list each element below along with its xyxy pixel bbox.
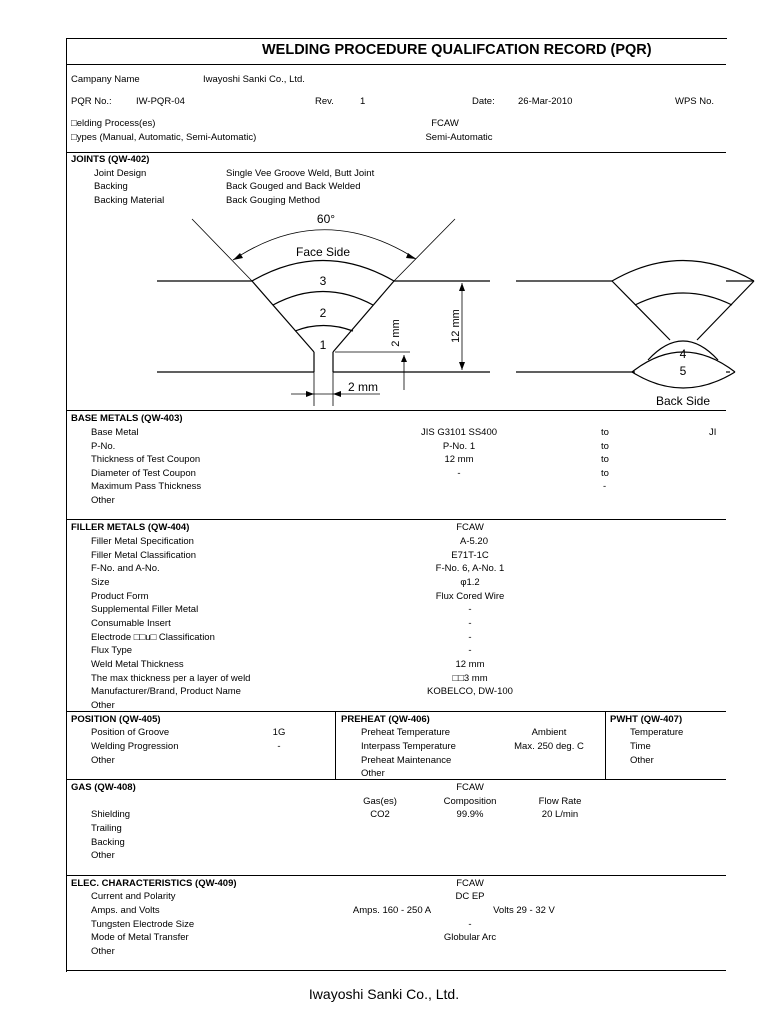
gas-column-header: Gas(es) [363,796,397,807]
coupon-diameter-label: Diameter of Test Coupon [91,468,196,479]
gas-backing-label: Backing [91,837,125,848]
current-polarity-label: Current and Polarity [91,891,176,902]
gas-heading: GAS (QW-408) [71,782,136,793]
tungsten-size-label: Tungsten Electrode Size [91,919,195,930]
p-no-value: P-No. 1 [442,441,476,452]
size-value: φ1.2 [460,577,480,588]
consumable-insert-value: - [468,618,472,629]
position-heading: POSITION (QW-405) [71,714,161,725]
gas-other-label: Other [91,850,115,861]
filler-class-label: Filler Metal Classification [91,550,197,561]
flux-type-label: Flux Type [91,645,133,656]
date-label: Date: [472,96,495,107]
types-label: □ypes (Manual, Automatic, Semi-Automatic) [71,132,257,143]
shielding-flow-rate: 20 L/min [541,809,579,820]
f-no-label: F-No. and A-No. [91,563,160,574]
base-metal-label: Base Metal [91,427,139,438]
weld-metal-thickness-value: 12 mm [455,659,485,670]
backing-label: Backing [94,181,128,192]
filler-process: FCAW [456,522,484,533]
company-label: Campany Name [71,74,140,85]
pass-1-label: 1 [319,338,327,352]
pwht-time-label: Time [630,741,651,752]
tungsten-size-value: - [468,919,472,930]
backing-value: Back Gouged and Back Welded [226,181,361,192]
pqr-label: PQR No.: [71,96,112,107]
angle-label: 60° [316,212,336,226]
pass-5-label: 5 [679,364,687,378]
coupon-diameter-to: to [601,468,609,479]
types-value: Semi-Automatic [425,132,493,143]
rev-value: 1 [360,96,366,107]
electrode-class-label: Electrode □□u□ Classification [91,632,215,643]
preheat-temp-label: Preheat Temperature [361,727,451,738]
rev-label: Rev. [315,96,334,107]
elec-other-label: Other [91,946,115,957]
coupon-thickness-to: to [601,454,609,465]
shielding-composition: 99.9% [456,809,484,820]
max-pass-thickness-label: Maximum Pass Thickness [91,481,202,492]
joint-design-label: Joint Design [94,168,147,179]
weld-metal-thickness-label: Weld Metal Thickness [91,659,184,670]
max-layer-thickness-value: □□3 mm [452,673,488,684]
joint-design-value: Single Vee Groove Weld, Butt Joint [226,168,375,179]
filler-class-value: E71T-1C [451,550,489,561]
product-form-value: Flux Cored Wire [435,591,505,602]
current-polarity-value: DC EP [455,891,485,902]
interpass-temp-value: Max. 250 deg. C [514,741,584,752]
filler-metals-heading: FILLER METALS (QW-404) [71,522,190,533]
base-metal-right: JI [709,427,717,438]
groove-position-label: Position of Groove [91,727,170,738]
amps-value: Amps. 160 - 250 A [352,905,432,916]
gas-process: FCAW [456,782,484,793]
metal-transfer-label: Mode of Metal Transfer [91,932,189,943]
preheat-temp-value: Ambient [531,727,567,738]
base-metals-heading: BASE METALS (QW-403) [71,413,183,424]
flow-rate-column-header: Flow Rate [538,796,582,807]
volts-value: Volts 29 - 32 V [493,905,555,916]
page-title: WELDING PROCEDURE QUALIFCATION RECORD (PQR) [262,42,652,58]
trailing-label: Trailing [91,823,122,834]
pwht-other-label: Other [630,755,654,766]
position-other-label: Other [91,755,115,766]
backing-material-value: Back Gouging Method [226,195,321,206]
filler-spec-label: Filler Metal Specification [91,536,194,547]
max-layer-thickness-label: The max thickness per a layer of weld [91,673,251,684]
welding-progression-label: Welding Progression [91,741,179,752]
manufacturer-value: KOBELCO, DW-100 [427,686,513,697]
pqr-value: IW-PQR-04 [136,96,185,107]
company-value: Iwayoshi Sanki Co., Ltd. [203,74,305,85]
supplemental-filler-value: - [468,604,472,615]
process-label: □elding Process(es) [71,118,156,129]
joints-heading: JOINTS (QW-402) [71,154,150,165]
interpass-temp-label: Interpass Temperature [361,741,456,752]
shielding-gas: CO2 [370,809,390,820]
p-no-to: to [601,441,609,452]
elec-heading: ELEC. CHARACTERISTICS (QW-409) [71,878,237,889]
thickness-dimension: 12 mm [450,309,462,343]
elec-process: FCAW [456,878,484,889]
base-other-label: Other [91,495,115,506]
filler-other-label: Other [91,700,115,711]
root-face-dimension: 2 mm [390,319,402,347]
amps-volts-label: Amps. and Volts [91,905,160,916]
process-value: FCAW [431,118,459,129]
backing-material-label: Backing Material [94,195,165,206]
pwht-temperature-label: Temperature [630,727,684,738]
footer-company: Iwayoshi Sanki Co., Ltd. [308,986,460,1002]
coupon-thickness-label: Thickness of Test Coupon [91,454,201,465]
max-pass-thickness-value: - [603,481,607,492]
manufacturer-label: Manufacturer/Brand, Product Name [91,686,241,697]
shielding-label: Shielding [91,809,131,820]
welding-progression-value: - [277,741,281,752]
date-value: 26-Mar-2010 [518,96,573,107]
flux-type-value: - [468,645,472,656]
face-side-label: Face Side [295,245,351,259]
root-gap-dimension: 2 mm [348,380,378,394]
consumable-insert-label: Consumable Insert [91,618,171,629]
preheat-heading: PREHEAT (QW-406) [341,714,430,725]
filler-spec-value: A-5.20 [460,536,488,547]
supplemental-filler-label: Supplemental Filler Metal [91,604,199,615]
size-label: Size [91,577,110,588]
coupon-thickness-value: 12 mm [444,454,474,465]
product-form-label: Product Form [91,591,149,602]
pwht-heading: PWHT (QW-407) [610,714,683,725]
back-side-label: Back Side [655,394,711,408]
wps-label: WPS No. [675,96,715,107]
coupon-diameter-value: - [457,468,461,479]
pass-4-label: 4 [679,347,687,361]
preheat-maintenance-label: Preheat Maintenance [361,755,452,766]
pass-3-label: 3 [319,274,327,288]
p-no-label: P-No. [91,441,116,452]
preheat-other-label: Other [361,768,385,779]
f-no-value: F-No. 6, A-No. 1 [435,563,505,574]
electrode-class-value: - [468,632,472,643]
pass-2-label: 2 [319,306,327,320]
metal-transfer-value: Globular Arc [443,932,497,943]
base-metal-to: to [601,427,609,438]
groove-position-value: 1G [272,727,286,738]
composition-column-header: Composition [443,796,497,807]
base-metal-value: JIS G3101 SS400 [420,427,498,438]
